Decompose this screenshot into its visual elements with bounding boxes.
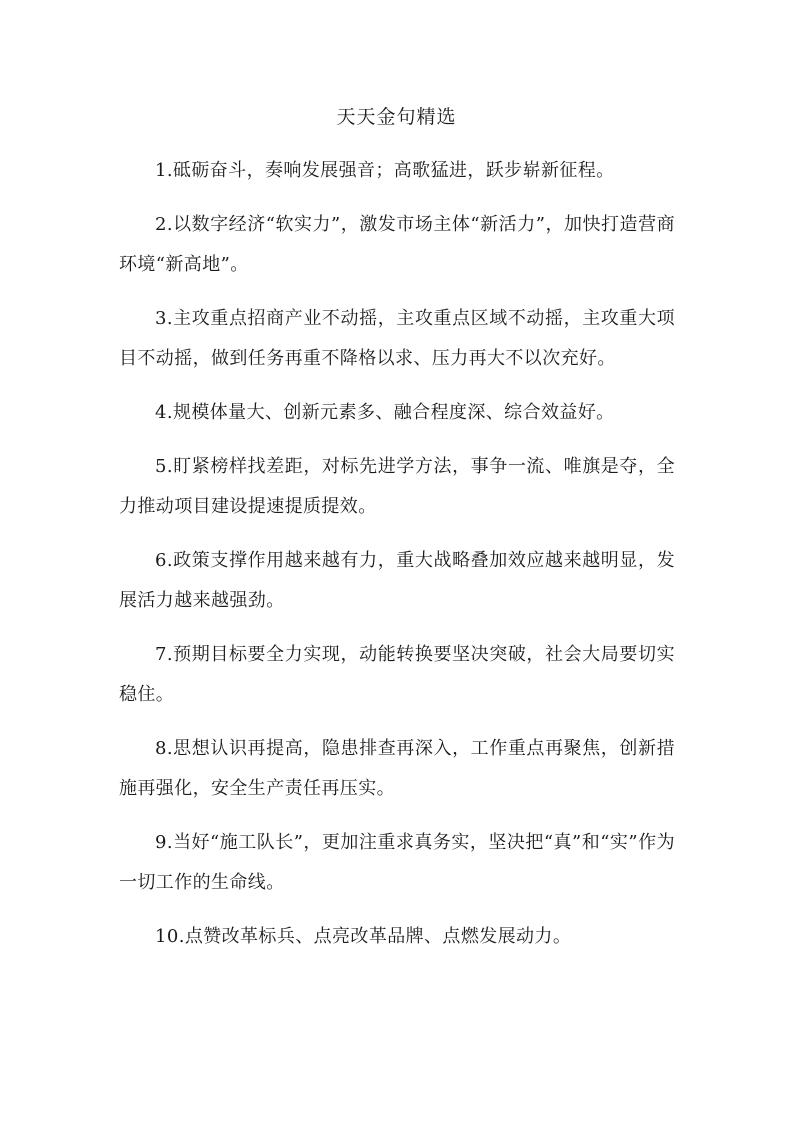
quote-item-8: 8.思想认识再提高，隐患排查再深入，工作重点再聚焦，创新措施再强化，安全生产责任再压实。 (119, 738, 675, 799)
quote-item-10: 10.点赞改革标兵、点亮改革品牌、点燃发展动力。 (155, 926, 572, 947)
quote-item-3: 3.主攻重点招商产业不动摇，主攻重点区域不动摇，主攻重大项目不动摇，做到任务再重不降格以求、压力再大不以次充好。 (119, 308, 675, 369)
document-title: 天天金句精选 (336, 106, 457, 128)
quote-item-1: 1.砥砺奋斗，奏响发展强音；高歌猛进，跃步崭新征程。 (155, 160, 615, 181)
quote-list (119, 151, 675, 971)
quote-item-2: 2.以数字经济“软实力”，激发市场主体“新活力”，加快打造营商环境“新高地”。 (119, 214, 675, 275)
quote-item-4: 4.规模体量大、创新元素多、融合程度深、综合效益好。 (155, 402, 615, 423)
quote-item-6: 6.政策支撑作用越来越有力，重大战略叠加效应越来越明显，发展活力越来越强劲。 (119, 550, 675, 611)
quote-item-9: 9.当好“施工队长”，更加注重求真务实，坚决把“真”和“实”作为一切工作的生命线。 (119, 832, 675, 893)
quote-item-7: 7.预期目标要全力实现，动能转换要坚决突破，社会大局要切实稳住。 (119, 644, 675, 705)
quote-item-5: 5.盯紧榜样找差距，对标先进学方法，事争一流、唯旗是夺，全力推动项目建设提速提质提效。 (119, 456, 675, 517)
